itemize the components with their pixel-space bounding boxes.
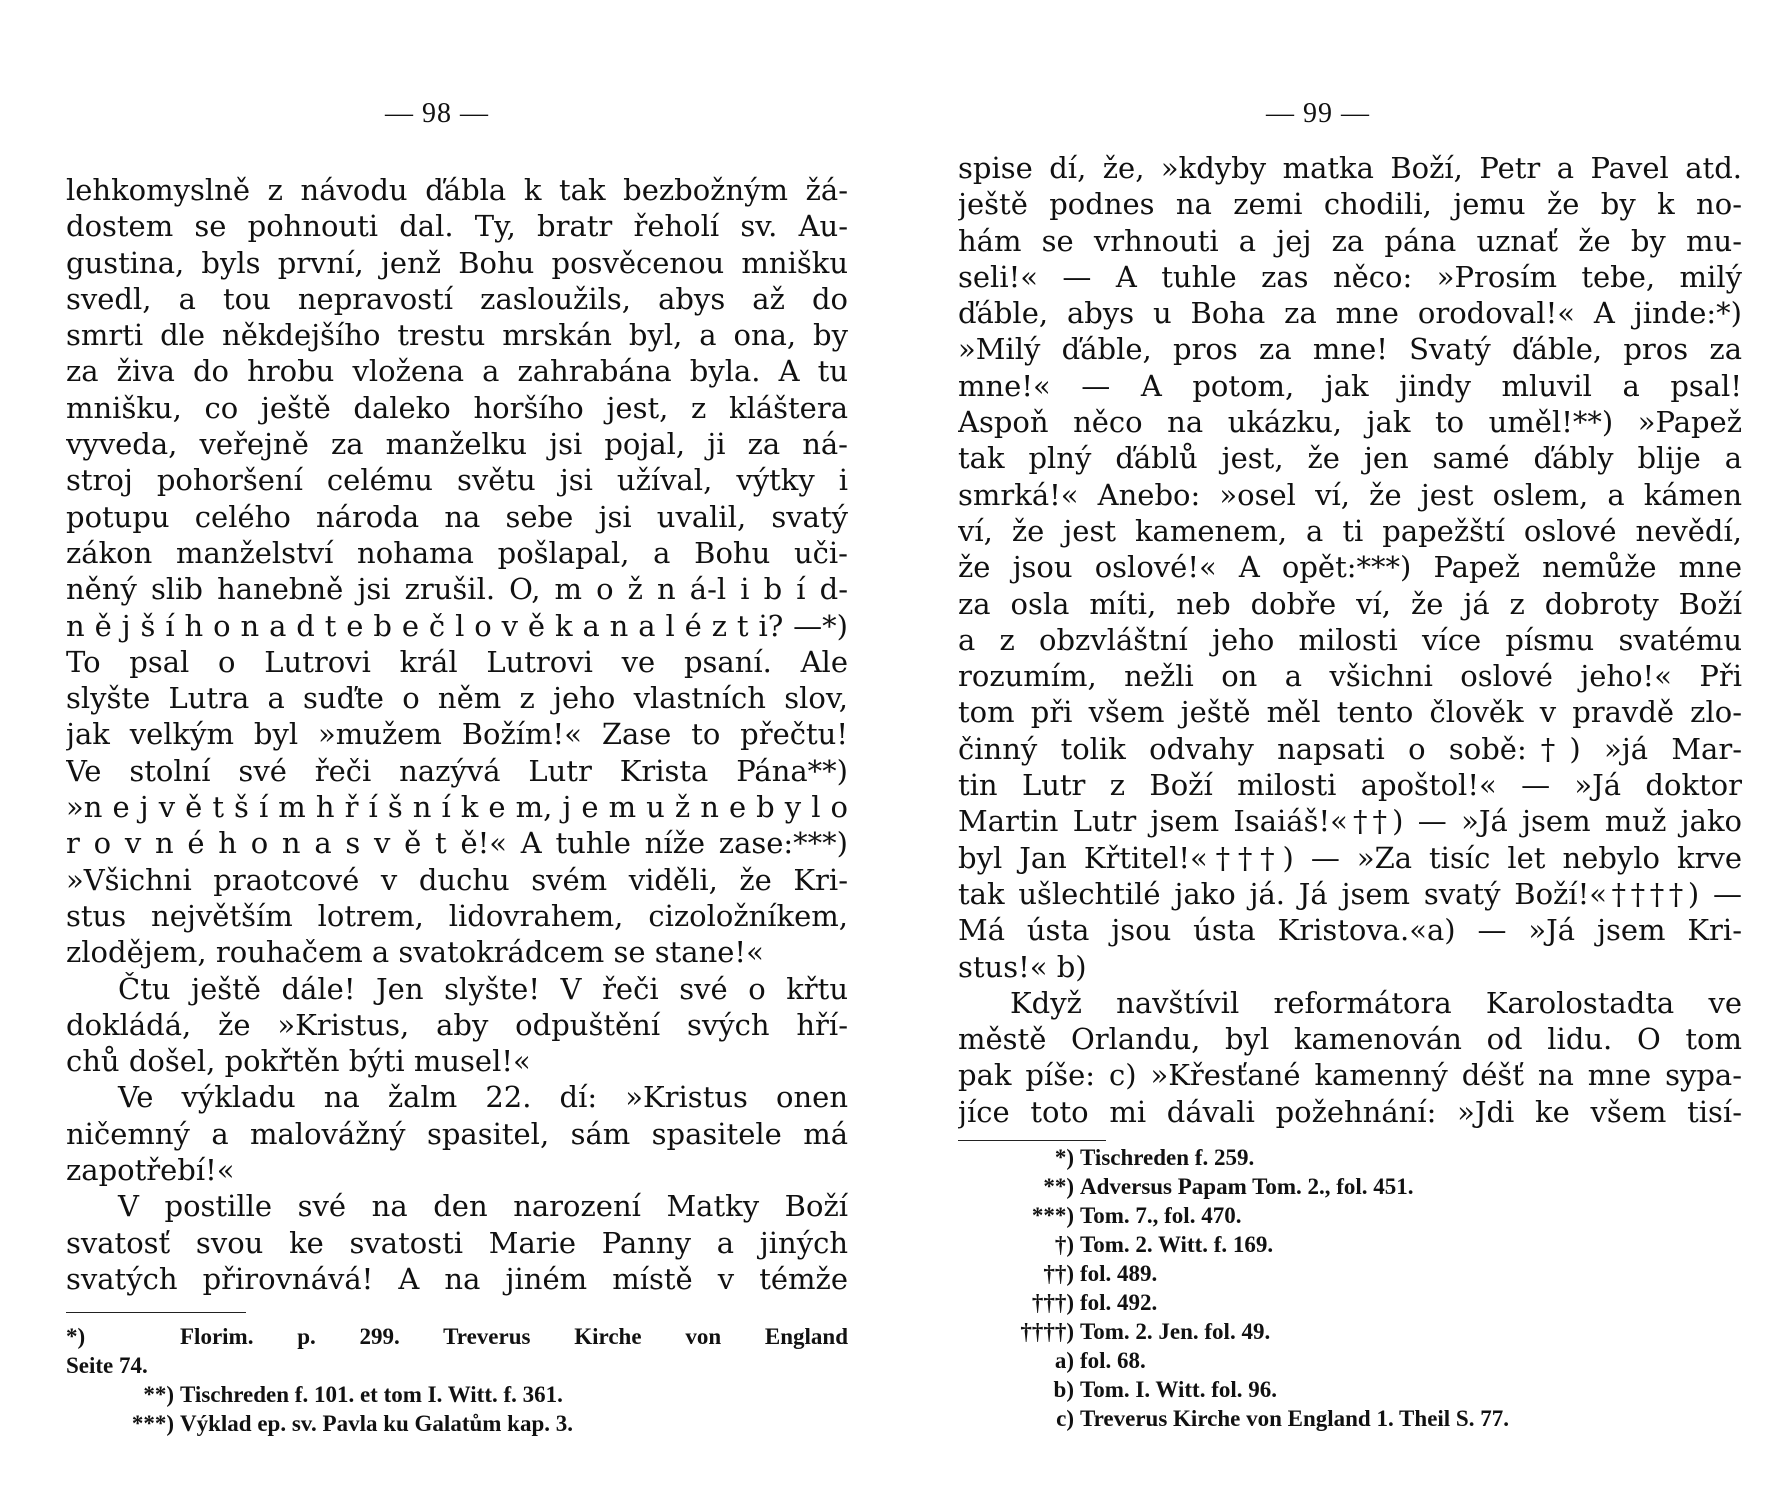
footnote (66, 1380, 848, 1409)
text-line: svatosť svou ke svatosti Marie Panny a jiných (66, 1225, 848, 1260)
page-number: — 99 — (1266, 98, 1370, 129)
text-line: smrti dle někdejšího trestu mrskán byl, a ona, by (66, 318, 848, 353)
footnote-mark: b) (1053, 1377, 1074, 1402)
text-line: rozumím, nežli on a všichni oslové jeho!« Při (958, 659, 1742, 694)
text-line: zlodějem, rouhačem a svatokrádcem se stane!« (66, 935, 764, 970)
footnote-mark: ***) (131, 1411, 174, 1436)
footnote-mark: †) (1054, 1232, 1074, 1257)
footnote-rule (958, 1140, 1106, 1141)
footnote (958, 1346, 1742, 1375)
text-line: zapotřebí!« (66, 1153, 235, 1188)
text-line: slyšte Lutra a suďte o něm z jeho vlastních slov, (66, 681, 848, 716)
text-line: ďáble, abys u Boha za mne orodoval!« A jinde:*) (958, 296, 1742, 331)
text-line: ještě podnes na zemi chodili, jemu že by k no- (958, 187, 1742, 222)
footnote (958, 1201, 1742, 1230)
footnote-mark: c) (1056, 1406, 1074, 1431)
text-line: vyveda, veřejně za manželku jsi pojal, ji za ná- (66, 427, 848, 462)
footnote-text: Treverus Kirche von England 1. Theil S. 77. (1080, 1406, 1509, 1431)
footnote (66, 1351, 848, 1380)
text-line: n ě j š í h o n a d t e b e č l o v ě k a n a l é z t i? —*) (66, 608, 848, 643)
text-line: jak velkým byl »mužem Božím!« Zase to přečtu! (66, 717, 848, 752)
body-text (66, 172, 848, 1297)
footnote (958, 1404, 1742, 1433)
footnote-text: Tom. 2. Jen. fol. 49. (1080, 1319, 1271, 1344)
footnote-mark: *) (66, 1324, 86, 1349)
text-line: stus největším lotrem, lidovrahem, cizoložníkem, (66, 898, 848, 933)
text-line: mne!« — A potom, jak jindy mluvil a psal! (958, 368, 1742, 403)
text-line: činný tolik odvahy napsati o sobě:†) »já Mar- (958, 731, 1742, 766)
text-line: něný slib hanebně jsi zrušil. O, m o ž n á-l i b í d- (66, 572, 848, 607)
text-line: tak ušlechtilé jako já. Já jsem svatý Boží!«††††) — (958, 876, 1742, 911)
text-line: a z obzvláštní jeho milosti více písmu svatému (958, 622, 1742, 657)
footnotes (958, 1143, 1742, 1433)
text-line: »n e j v ě t š í m h ř í š n í k e m, j e m u ž n e b y l o (66, 790, 848, 825)
text-line: gustina, byls první, jenž Bohu posvěcenou mnišku (66, 245, 848, 280)
footnote (958, 1259, 1742, 1288)
text-line: Ve stolní své řeči nazývá Lutr Krista Pána**) (66, 753, 848, 788)
text-line: seli!« — A tuhle zas něco: »Prosím tebe, milý (958, 259, 1742, 294)
text-line: lehkomyslně z návodu ďábla k tak bezbožným žá- (66, 173, 848, 207)
footnote-text: Tischreden f. 101. et tom I. Witt. f. 361. (180, 1382, 563, 1407)
text-line: Čtu ještě dále! Jen slyšte! V řeči své o křtu (118, 971, 848, 1006)
text-line: městě Orlandu, byl kamenován od lidu. O tom (958, 1022, 1742, 1057)
page-number: — 98 — (385, 98, 489, 129)
text-line: za živa do hrobu vložena a zahrabána byla. A tu (66, 354, 848, 389)
footnotes (66, 1322, 848, 1438)
text-line: stus!« b) (958, 949, 1087, 984)
text-line: Aspoň něco na ukázku, jak to uměl!**) »Papež (958, 405, 1742, 440)
footnote-mark: **) (1043, 1174, 1074, 1199)
footnote (958, 1143, 1742, 1172)
footnote-text: Tom. I. Witt. fol. 96. (1080, 1377, 1278, 1402)
text-line: ničemný a malovážný spasitel, sám spasitele má (66, 1116, 848, 1151)
text-line: byl Jan Křtitel!«†††) — »Za tisíc let nebylo krve (958, 840, 1742, 875)
footnote-text: fol. 492. (1080, 1290, 1158, 1315)
text-line: V postille své na den narození Matky Boží (118, 1189, 848, 1224)
text-line: jíce toto mi dávali požehnání: »Jdi ke všem tisí- (958, 1094, 1742, 1129)
text-line: smrká!« Anebo: »osel ví, že jest oslem, a kámen (958, 477, 1742, 512)
right-page (896, 0, 1792, 1500)
text-line: chů došel, pokřtěn býti musel!« (66, 1044, 531, 1079)
text-line: stroj pohoršení celému světu jsi užíval, výtky i (66, 463, 848, 498)
text-line: potupu celého národa na sebe jsi uvalil, svatý (66, 499, 848, 534)
footnote-text: Seite 74. (66, 1353, 148, 1378)
text-line: Má ústa jsou ústa Kristova.«a) — »Já jsem Kri- (958, 913, 1742, 948)
footnote-text: Tom. 2. Witt. f. 169. (1080, 1232, 1274, 1257)
text-line: »Všichni praotcové v duchu svém viděli, že Kri- (66, 862, 848, 897)
footnote-mark: a) (1054, 1348, 1074, 1373)
text-line: svedl, a tou nepravostí zasloužils, abys až do (66, 281, 848, 316)
footnote-mark: ††) (1043, 1261, 1074, 1286)
footnote-text: Adversus Papam Tom. 2., fol. 451. (1080, 1174, 1414, 1199)
text-line: svatých přirovnává! A na jiném místě v témže (66, 1261, 848, 1296)
text-line: Martin Lutr jsem Isaiáš!«††) — »Já jsem muž jako (958, 804, 1742, 839)
footnote-text: Výklad ep. sv. Pavla ku Galatům kap. 3. (180, 1411, 574, 1436)
text-line: pak píše: c) »Křesťané kamenný déšť na mne sypa- (958, 1058, 1742, 1093)
body-text (958, 150, 1742, 1130)
text-line: »Milý ďáble, pros za mne! Svatý ďáble, pros za (958, 332, 1742, 367)
text-line: spise dí, že, »kdyby matka Boží, Petr a Pavel atd. (958, 151, 1742, 185)
text-line: za osla míti, neb dobře ví, že já z dobroty Boží (958, 586, 1742, 621)
footnote-mark: †††) (1031, 1290, 1074, 1315)
footnote-rule (66, 1312, 246, 1313)
text-line: tom při všem ještě měl tento člověk v pravdě zlo- (958, 695, 1742, 730)
text-line: zákon manželství nohama pošlapal, a Bohu uči- (66, 535, 848, 570)
footnote (958, 1230, 1742, 1259)
footnote-text: fol. 489. (1080, 1261, 1158, 1286)
text-line: tak plný ďáblů jest, že jen samé ďábly blije a (958, 441, 1742, 476)
text-line: hám se vrhnouti a jej za pána uznať že by mu- (958, 223, 1742, 258)
text-line: To psal o Lutrovi král Lutrovi ve psaní. Ale (66, 644, 848, 679)
text-line: dokládá, že »Kristus, aby odpuštění svých hří- (66, 1007, 848, 1042)
text-line: r o v n é h o n a s v ě t ě!« A tuhle níže zase:***) (66, 826, 848, 861)
text-line: Když navštívil reformátora Karolostadta ve (1010, 985, 1742, 1020)
text-line: že jsou oslové!« A opět:***) Papež nemůže mne (958, 550, 1742, 585)
footnote (66, 1322, 848, 1351)
footnote (958, 1172, 1742, 1201)
footnote (958, 1375, 1742, 1404)
footnote-mark: *) (1054, 1145, 1074, 1170)
footnote-mark: ***) (1031, 1203, 1074, 1228)
footnote-text: fol. 68. (1080, 1348, 1146, 1373)
text-line: mnišku, co ještě daleko horšího jest, z kláštera (66, 390, 848, 425)
footnote (66, 1409, 848, 1438)
footnote-text: Tischreden f. 259. (1080, 1145, 1255, 1170)
footnote (958, 1288, 1742, 1317)
text-line: tin Lutr z Boží milosti apoštol!« — »Já doktor (958, 768, 1742, 803)
footnote-text: Tom. 7., fol. 470. (1080, 1203, 1242, 1228)
footnote-text: Florim. p. 299. Treverus Kirche von England (180, 1324, 848, 1349)
text-line: Ve výkladu na žalm 22. dí: »Kristus onen (118, 1080, 848, 1115)
footnote-mark: **) (143, 1382, 174, 1407)
text-line: dostem se pohnouti dal. Ty, bratr řeholí sv. Au- (66, 209, 848, 244)
text-line: ví, že jest kamenem, a ti papežští oslové nevědí, (958, 513, 1742, 548)
footnote-mark: ††††) (1020, 1319, 1074, 1344)
footnote (958, 1317, 1742, 1346)
